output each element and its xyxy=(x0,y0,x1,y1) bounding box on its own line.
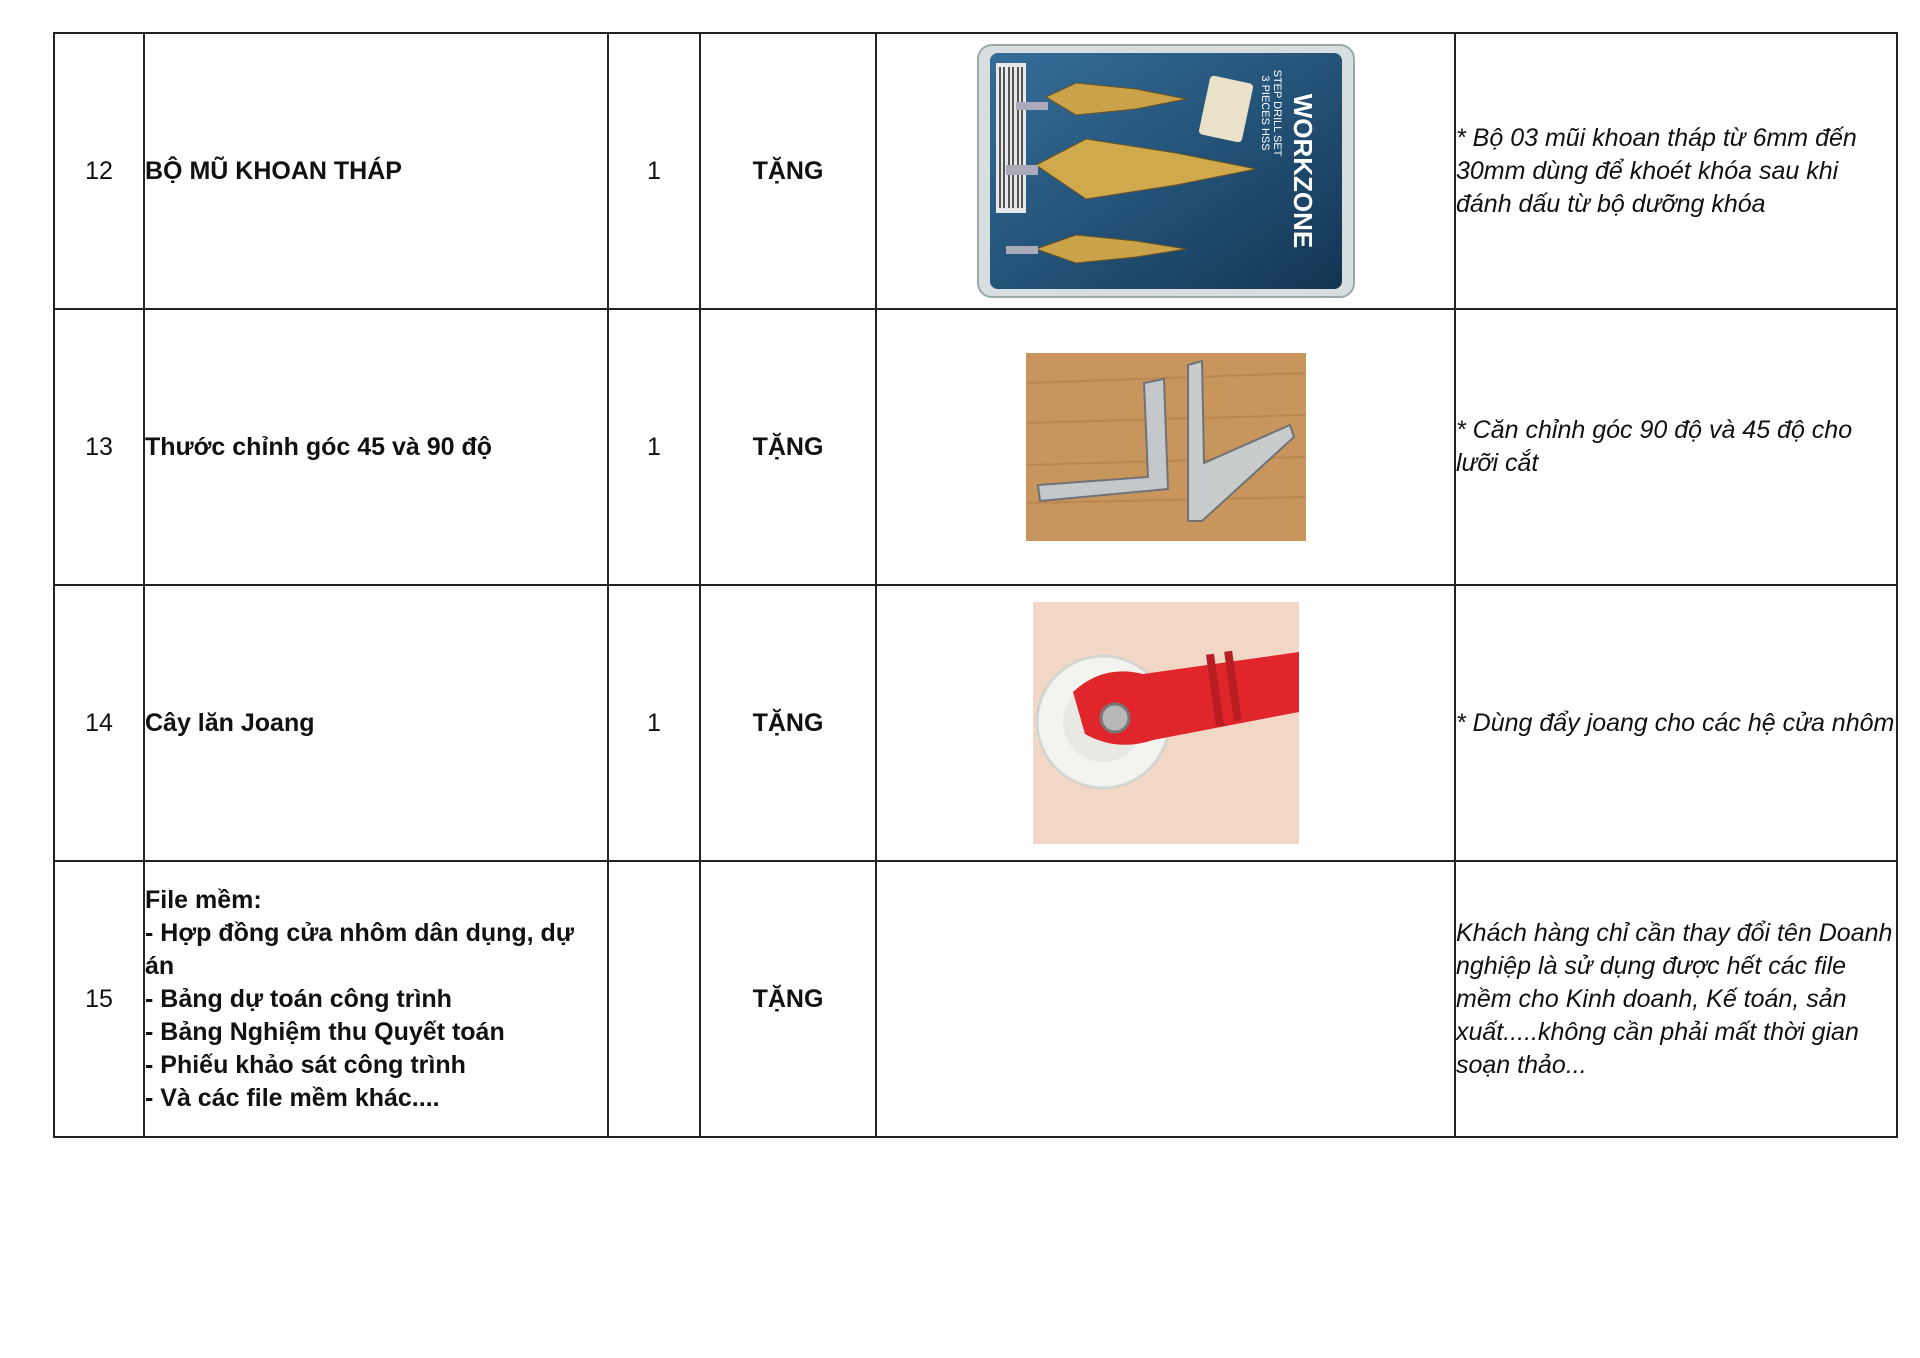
angle-square-ruler-icon xyxy=(1026,353,1306,541)
empty-image-cell xyxy=(876,861,1455,1137)
quantity xyxy=(608,861,700,1137)
note-text: * Bộ 03 mũi khoan tháp từ 6mm đến 30mm dùng để khoét khóa sau khi đánh dấu từ bộ dưỡng khóa xyxy=(1456,123,1857,218)
product-name xyxy=(144,585,608,861)
step-drill-set-package-icon xyxy=(976,43,1356,299)
product-name xyxy=(144,309,608,585)
product-name-line: - Bảng Nghiệm thu Quyết toán xyxy=(145,1017,505,1046)
type-label: TẶNG xyxy=(700,33,876,309)
product-name-line: BỘ MŨ KHOAN THÁP xyxy=(145,156,402,185)
note-cell xyxy=(1455,861,1897,1137)
note-cell xyxy=(1455,33,1897,309)
note-cell xyxy=(1455,585,1897,861)
package-caption-text: 3 PIECES HSS xyxy=(1258,75,1271,151)
product-name-line: Cây lăn Joang xyxy=(145,708,315,737)
quantity: 1 xyxy=(608,585,700,861)
table-row xyxy=(54,33,1897,309)
product-name-line: - Phiếu khảo sát công trình xyxy=(145,1050,466,1079)
gasket-roller-tool-icon xyxy=(1033,602,1299,844)
product-name-line: Thước chỉnh góc 45 và 90 độ xyxy=(145,432,493,461)
type-label: TẶNG xyxy=(700,861,876,1137)
package-brand-text: WORKZONE xyxy=(1287,93,1318,249)
package-caption-text: STEP DRILL SET xyxy=(1270,69,1283,157)
product-name xyxy=(144,33,608,309)
product-name-line: - Và các file mềm khác.... xyxy=(145,1083,440,1112)
quantity: 1 xyxy=(608,309,700,585)
row-number: 14 xyxy=(54,585,144,861)
type-label: TẶNG xyxy=(700,309,876,585)
product-table xyxy=(53,32,1898,1138)
row-number: 15 xyxy=(54,861,144,1137)
table-row xyxy=(54,861,1897,1137)
product-name-line: - Bảng dự toán công trình xyxy=(145,984,452,1013)
note-text: Khách hàng chỉ cần thay đổi tên Doanh nghiệp là sử dụng được hết các file mềm cho Kinh doanh, Kế toán, sản xuất.....không cần phải mất thời gian soạn thảo... xyxy=(1456,918,1893,1079)
table-row xyxy=(54,585,1897,861)
type-label: TẶNG xyxy=(700,585,876,861)
note-cell xyxy=(1455,309,1897,585)
note-text: * Căn chỉnh góc 90 độ và 45 độ cho lưỡi cắt xyxy=(1456,416,1853,477)
quantity: 1 xyxy=(608,33,700,309)
note-text: * Dùng đẩy joang cho các hệ cửa nhôm xyxy=(1456,708,1895,737)
product-name xyxy=(144,861,608,1137)
row-number: 13 xyxy=(54,309,144,585)
product-name-line: - Hợp đồng cửa nhôm dân dụng, dự án xyxy=(145,918,574,980)
row-number: 12 xyxy=(54,33,144,309)
table-row xyxy=(54,309,1897,585)
product-name-line: File mềm: xyxy=(145,885,262,914)
